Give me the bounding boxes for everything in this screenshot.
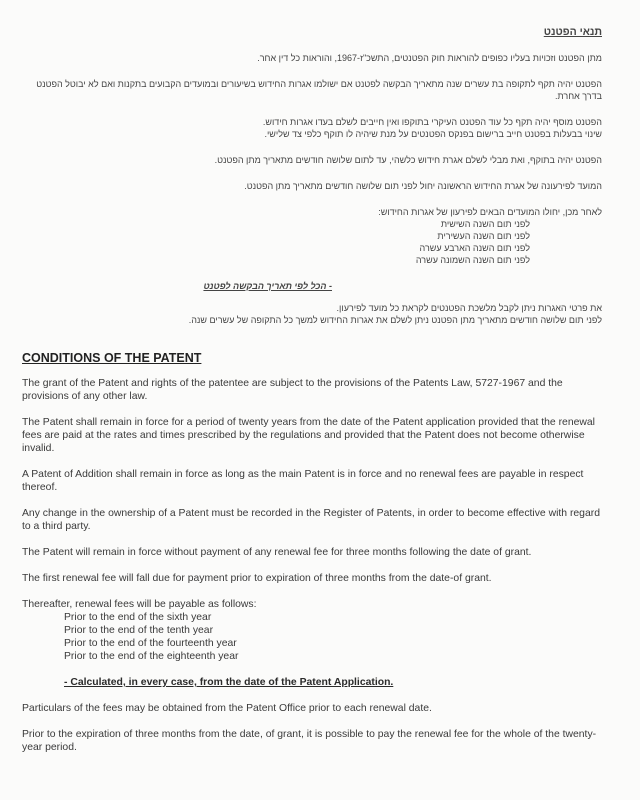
- hebrew-paragraph-3a: הפטנט מוסף יהיה תקף כל עוד הפטנט העיקרי בתוקפו ואין חייבים לשלם בעדו אגרות חידוש.: [262, 117, 602, 127]
- hebrew-section: [22, 26, 602, 326]
- hebrew-paragraph-3b: שינוי בבעלות בפטנט חייב ברישום בפנקס הפטנטים על מנת שיהיה לו תוקף כלפי צד שלישי.: [264, 129, 602, 139]
- hebrew-paragraph-4: הפטנט יהיה בתוקף, ואת מבלי לשלם אגרת חידוש כלשהי, עד לתום שלושה חודשים מתאריך מתן הפטנט.: [214, 155, 602, 165]
- hebrew-renewal-list: [22, 218, 530, 266]
- hebrew-paragraph-6: לאחר מכן, יחולו המועדים הבאים לפירעון של אגרות החידוש:: [378, 207, 602, 217]
- hebrew-paragraph-1: מתן הפטנט וזכויות בעליו כפופים להוראות חוק הפטנטים, התשכ"ז-1967, והוראות כל דין אחר.: [257, 53, 602, 63]
- english-renewal-list: [64, 611, 602, 663]
- hebrew-calculated-note: - הכל לפי תאריך הבקשה לפטנט: [203, 281, 332, 291]
- english-list-item: Prior to the end of the fourteenth year: [64, 638, 237, 649]
- english-section: [22, 352, 602, 754]
- hebrew-list-item: לפני תום השנה השמונה עשרה: [415, 255, 530, 265]
- english-calculated-note: - Calculated, in every case, from the date of the Patent Application.: [64, 677, 394, 688]
- hebrew-title: תנאי הפטנט: [543, 26, 602, 38]
- english-paragraph-7: Thereafter, renewal fees will be payable as follows:: [22, 599, 257, 610]
- english-list-item: Prior to the end of the tenth year: [64, 625, 214, 636]
- hebrew-list-item: לפני תום השנה השישית: [440, 219, 530, 229]
- hebrew-paragraph-5: המועד לפירעונה של אגרת החידוש הראשונה יחול לפני תום שלושה חודשים מתאריך מתן הפטנט.: [244, 181, 602, 191]
- english-paragraph-1: The grant of the Patent and rights of the patentee are subject to the provisions of the Patents Law, 5727-1967 and the provisions of any other law.: [22, 378, 563, 402]
- english-list-item: Prior to the end of the eighteenth year: [64, 651, 239, 662]
- hebrew-list-item: לפני תום השנה הארבע עשרה: [419, 243, 530, 253]
- english-paragraph-6: The first renewal fee will fall due for payment prior to expiration of three months from the date-of grant.: [22, 573, 492, 584]
- english-paragraph-5: The Patent will remain in force without payment of any renewal fee for three months following the date of grant.: [22, 547, 532, 558]
- english-list-item: Prior to the end of the sixth year: [64, 612, 212, 623]
- hebrew-paragraph-8: לפני תום שלושה חודשים מתאריך מתן הפטנט ניתן לשלם את אגרות החידוש למשך כל התקופה של עשרים שנה.: [188, 315, 602, 325]
- english-paragraph-3: A Patent of Addition shall remain in force as long as the main Patent is in force and no renewal fees are payable in respect thereof.: [22, 469, 584, 493]
- english-paragraph-9: Prior to the expiration of three months from the date, of grant, it is possible to pay the renewal fee for the whole of the twenty-year period.: [22, 729, 597, 753]
- hebrew-list-item: לפני תום השנה העשירית: [437, 231, 530, 241]
- hebrew-paragraph-3: [22, 116, 602, 140]
- english-paragraph-4: Any change in the ownership of a Patent must be recorded in the Register of Patents, in order to become effective with regard to a third party.: [22, 508, 600, 532]
- english-paragraph-2: The Patent shall remain in force for a period of twenty years from the date of the Patent application provided that the renewal fees are paid at the rates and times prescribed by the regulations and provided that the Patent does not become otherwise invalid.: [22, 417, 595, 454]
- english-paragraph-8: Particulars of the fees may be obtained from the Patent Office prior to each renewal date.: [22, 703, 432, 714]
- hebrew-paragraph-2: הפטנט יהיה תקף לתקופה בת עשרים שנה מתאריך הבקשה לפטנט אם ישולמו אגרות החידוש בשיעורים ובמועדים הקבועים בתקנות ואם לא יבוטל הפטנט בדרך אחרת.: [36, 79, 602, 101]
- hebrew-paragraph-7: את פרטי האגרות ניתן לקבל מלשכת הפטנטים לקראת כל מועד לפירעון.: [336, 303, 602, 313]
- english-title: CONDITIONS OF THE PATENT: [22, 351, 202, 365]
